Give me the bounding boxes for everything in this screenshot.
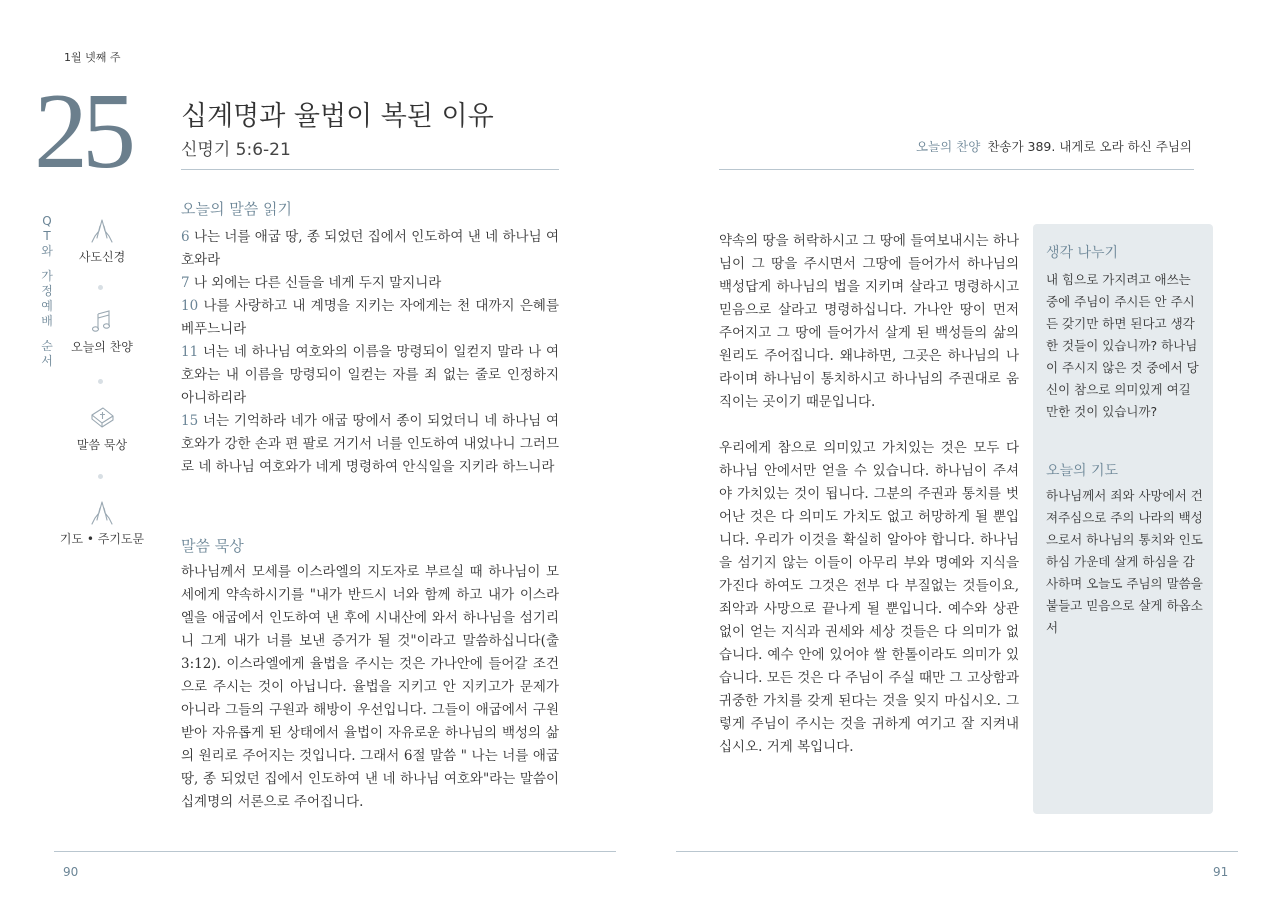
share-heading: 생각 나누기: [1046, 245, 1119, 261]
scripture-reference: 신명기 5:6-21: [181, 140, 291, 160]
nav-prayer: [58, 500, 146, 547]
prayer-heading: 오늘의 기도: [1046, 463, 1119, 479]
verse-text: 너는 네 하나님 여호와의 이름을 망령되이 일컫지 말라 나 여호와는 내 이름을 망령되이 일컫는 자를 죄 없는 줄로 인정하지 아니하리라: [181, 344, 560, 406]
nav-todays-hymn: [58, 308, 146, 355]
verse-item: [181, 272, 559, 295]
footer-divider-right: [676, 851, 1238, 852]
verse-text: 나를 사랑하고 내 계명을 지키는 자에게는 천 대까지 은혜를 베푸느니라: [181, 298, 559, 337]
nav-separator-dot: [98, 285, 103, 290]
nav-label: 말씀 묵상: [76, 438, 128, 452]
verse-text: 나 외에는 다른 신들을 네게 두지 말지니라: [193, 275, 442, 291]
verse-number: 10: [181, 298, 199, 314]
verse-item: [181, 410, 559, 479]
day-number: 25: [34, 72, 130, 191]
nav-label: 오늘의 찬양: [71, 340, 133, 354]
verse-item: [181, 295, 559, 341]
nav-label: 사도신경: [78, 250, 126, 264]
verse-number: 15: [181, 413, 199, 429]
bible-book-icon: [87, 404, 117, 432]
verse-number: 6: [181, 229, 190, 245]
verse-text: 너는 기억하라 네가 애굽 땅에서 종이 되었더니 네 하나님 여호와가 강한 손과 편 팔로 거기서 너를 인도하여 내었나니 그러므로 네 하나님 여호와가 네게 명령하여 안식일을 지키라 하느니라: [181, 413, 560, 475]
page-title: 십계명과 율법이 복된 이유: [181, 101, 494, 132]
meditation-heading: 말씀 묵상: [181, 537, 244, 555]
hymn-value: 찬송가 389. 내게로 오라 하신 주님의: [987, 139, 1192, 154]
nav-label: 기도 • 주기도문: [59, 532, 145, 546]
verse-number: 11: [181, 344, 199, 360]
verse-item: [181, 226, 559, 272]
reading-heading: 오늘의 말씀 읽기: [181, 200, 292, 218]
paragraph: 우리에게 참으로 의미있고 가치있는 것은 모두 다 하나님 안에서만 얻을 수 있습니다. 하나님이 주셔야 가치있는 것이 됩니다. 그분의 주권과 통치를 벗어난 것은 다 의미도 가치도 없고 허망하게 될 뿐입니다. 우리가 이것을 확실히 알아야 합니다. 하나님을 섬기지 않는 이들이 아무리 부와 명예와 지식을 가진다 하여도 그것은 전부 다 부질없는 것들이요, 죄악과 사망으로 끝나게 될 뿐입니다. 예수와 상관없이 얻는 지식과 권세와 세상 것들은 다 의미가 없습니다. 예수 안에 있어야 쌀 한톨이라도 의미가 있습니다. 모든 것은 다 주님이 주실 때만 그 고상함과 귀중한 가치를 갖게 된다는 것을 잊지 마십시오. 그렇게 주님이 주시는 것을 귀하게 여기고 잘 지켜내십시오. 거게 복입니다.: [719, 440, 1019, 755]
verse-item: [181, 341, 559, 410]
page-number-right: 91: [1213, 865, 1229, 879]
nav-separator-dot: [98, 474, 103, 479]
verse-number: 7: [181, 275, 190, 291]
music-note-icon: [88, 308, 116, 334]
praying-hands-icon: [88, 500, 116, 526]
hymn-label: 오늘의 찬양: [915, 139, 981, 154]
share-text: 내 힘으로 가지려고 애쓰는 중에 주님이 주시든 안 주시든 갖기만 하면 된다고 생각한 것들이 있습니까? 하나님이 주시지 않은 것 중에서 당신이 참으로 의미있게 여길 만한 것이 있습니까?: [1046, 272, 1199, 419]
hymn-line: [916, 137, 1192, 155]
vertical-section-label: Q T 와 가 정 예 배 순 서: [41, 214, 53, 368]
praying-hands-icon: [88, 218, 116, 244]
verse-list: [181, 226, 559, 479]
header-divider-left: [181, 169, 559, 170]
footer-divider-left: [54, 851, 616, 852]
header-divider-right: [719, 169, 1194, 170]
nav-apostles-creed: [58, 218, 146, 265]
week-label: 1월 넷째 주: [64, 51, 121, 64]
prayer-text: 하나님께서 죄와 사망에서 건져주심으로 주의 나라의 백성으로서 하나님의 통치와 인도하심 가운데 살게 하심을 감사하며 오늘도 주님의 말씀을 붙들고 믿음으로 살게 하옵소서: [1046, 488, 1203, 635]
page-number-left: 90: [63, 865, 79, 879]
verse-text: 나는 너를 애굽 땅, 종 되었던 집에서 인도하여 낸 네 하나님 여호와라: [181, 229, 559, 268]
sidebar-box: [1033, 224, 1213, 814]
nav-word-meditation: [58, 404, 146, 453]
nav-separator-dot: [98, 379, 103, 384]
meditation-text: 하나님께서 모세를 이스라엘의 지도자로 부르실 때 하나님이 모세에게 약속하시기를 "내가 반드시 너와 함께 하고 내가 이스라엘을 애굽에서 인도하여 낸 후에 시내산에 와서 하나님을 섬기리니 그게 내가 너를 보낸 증거가 될 것"이라고 말씀하십니다(출3:12). 이스라엘에게 율법을 주시는 것은 가나안에 들어갈 조건으로 주시는 것이 아닙니다. 율법을 지키고 안 지키고가 문제가 아니라 그들의 구원과 해방이 우선입니다. 그들이 애굽에서 구원받아 자유롭게 된 상태에서 율법이 자유로운 하나님의 백성의 삶의 원리로 주어지는 것입니다. 그래서 6절 말씀 " 나는 너를 애굽 땅, 종 되었던 집에서 인도하여 낸 네 하나님 여호와"라는 말씀이 십계명의 서론으로 주어집니다.: [181, 564, 559, 810]
paragraph: 약속의 땅을 허락하시고 그 땅에 들여보내시는 하나님이 그 땅을 주시면서 그땅에 들어가서 하나님의 백성답게 하나님의 법을 지키며 살라고 명령하시고 믿음으로 살라고 명령하십니다. 가나안 땅이 먼저 주어지고 그 땅에 들어가서 살게 된 백성들의 삶의 원리도 주어집니다. 왜냐하면, 그곳은 하나님의 나라이며 하나님이 통치하시고 하나님의 주권대로 움직이는 곳이기 때문입니다.: [719, 233, 1019, 410]
meditation-continued: [719, 230, 1019, 759]
